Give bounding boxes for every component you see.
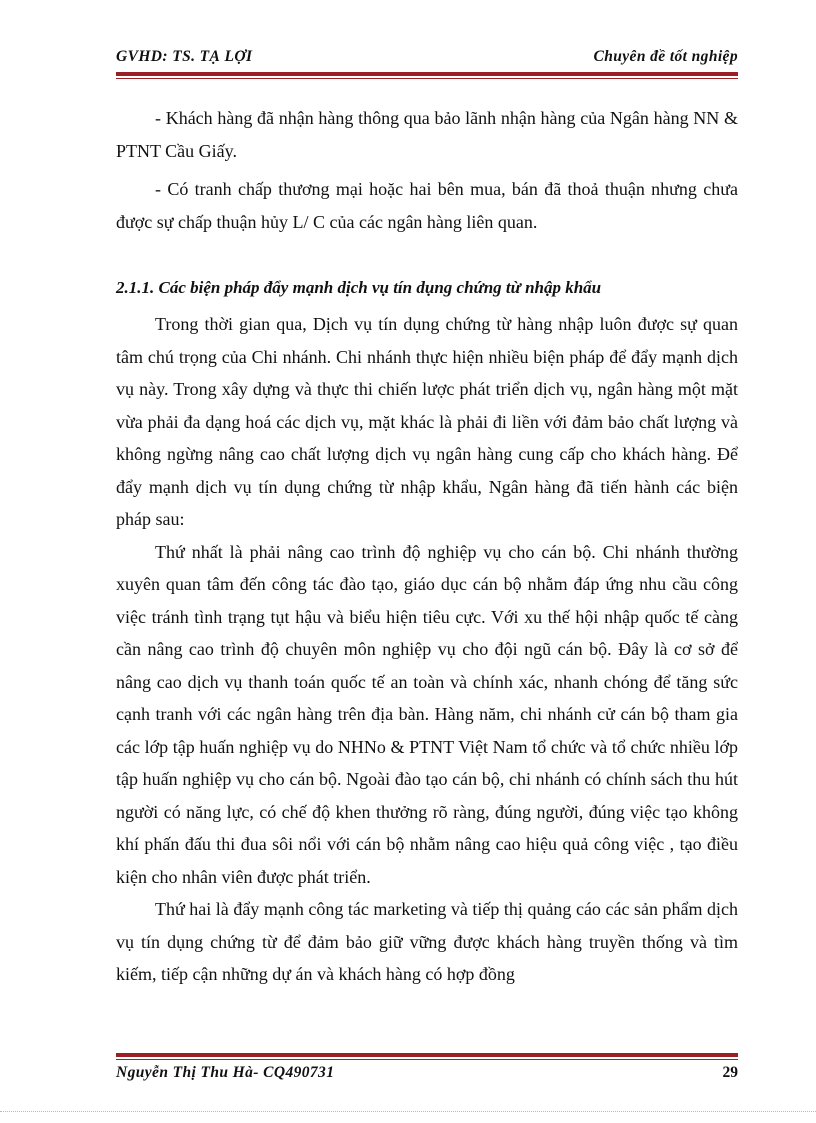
header-supervisor: GVHD: TS. TẠ LỢI (116, 48, 253, 65)
footer-rule-thin (116, 1059, 738, 1060)
footer-author: Nguyễn Thị Thu Hà- CQ490731 (116, 1064, 335, 1081)
page-bottom-divider (0, 1111, 816, 1112)
page-number: 29 (722, 1064, 738, 1081)
header-rule-thin (116, 78, 738, 79)
page-header (116, 44, 738, 72)
header-doc-type: Chuyên đề tốt nghiệp (593, 48, 738, 65)
section-heading: 2.1.1. Các biện pháp đẩy mạnh dịch vụ tín dụng chứng từ nhập khẩu (116, 278, 602, 297)
paragraph-dispute: - Có tranh chấp thương mại hoặc hai bên mua, bán đã thoả thuận nhưng chưa được sự chấp thuận hủy L/ C của các ngân hàng liên quan. (116, 179, 738, 232)
footer-rule-thick (116, 1053, 738, 1057)
paragraph-second-measure: Thứ hai là đẩy mạnh công tác marketing và tiếp thị quảng cáo các sản phẩm dịch vụ tín dụng chứng từ để đảm bảo giữ vững được khách hàng truyền thống và tìm kiếm, tiếp cận những dự án và khách hàng có hợp đồng (116, 899, 738, 984)
paragraph-received-goods: - Khách hàng đã nhận hàng thông qua bảo lãnh nhận hàng của Ngân hàng NN & PTNT Cầu Giấy. (116, 108, 738, 161)
header-rule-thick (116, 72, 738, 76)
paragraph-first-measure: Thứ nhất là phải nâng cao trình độ nghiệp vụ cho cán bộ. Chi nhánh thường xuyên quan tâm đến công tác đào tạo, giáo dục cán bộ nhằm đáp ứng nhu cầu công việc tránh tình trạng tụt hậu và biểu hiện tiêu cực. Với xu thế hội nhập quốc tế càng cần nâng cao trình độ chuyên môn nghiệp vụ cho đội ngũ cán bộ. Đây là cơ sở để nâng cao dịch vụ thanh toán quốc tế an toàn và chính xác, nhanh chóng để tăng sức cạnh tranh với các ngân hàng trên địa bàn. Hàng năm, chi nhánh cử cán bộ tham gia các lớp tập huấn nghiệp vụ do NHNo & PTNT Việt Nam tổ chức và tổ chức nhiều lớp tập huấn nghiệp vụ cho cán bộ. Ngoài đào tạo cán bộ, chi nhánh có chính sách thu hút người có năng lực, có chế độ khen thưởng rõ ràng, đúng người, đúng việc tạo không khí phấn đấu thi đua sôi nổi với cán bộ nhằm nâng cao hiệu quả công việc , tạo điều kiện cho nhân viên được phát triển. (116, 541, 738, 887)
page-footer (116, 1064, 738, 1090)
paragraph-intro: Trong thời gian qua, Dịch vụ tín dụng chứng từ hàng nhập luôn được sự quan tâm chú trọng của Chi nhánh. Chi nhánh thực hiện nhiều biện pháp để đẩy mạnh dịch vụ này. Trong xây dựng và thực thi chiến lược phát triển dịch vụ, ngân hàng một mặt vừa phải đa dạng hoá các dịch vụ, mặt khác là phải đi liền với đảm bảo chất lượng và không ngừng nâng cao chất lượng dịch vụ ngân hàng cung cấp cho khách hàng. Để đẩy mạnh dịch vụ tín dụng chứng từ nhập khẩu, Ngân hàng đã tiến hành các biện pháp sau: (116, 314, 738, 529)
page-body (116, 102, 738, 991)
